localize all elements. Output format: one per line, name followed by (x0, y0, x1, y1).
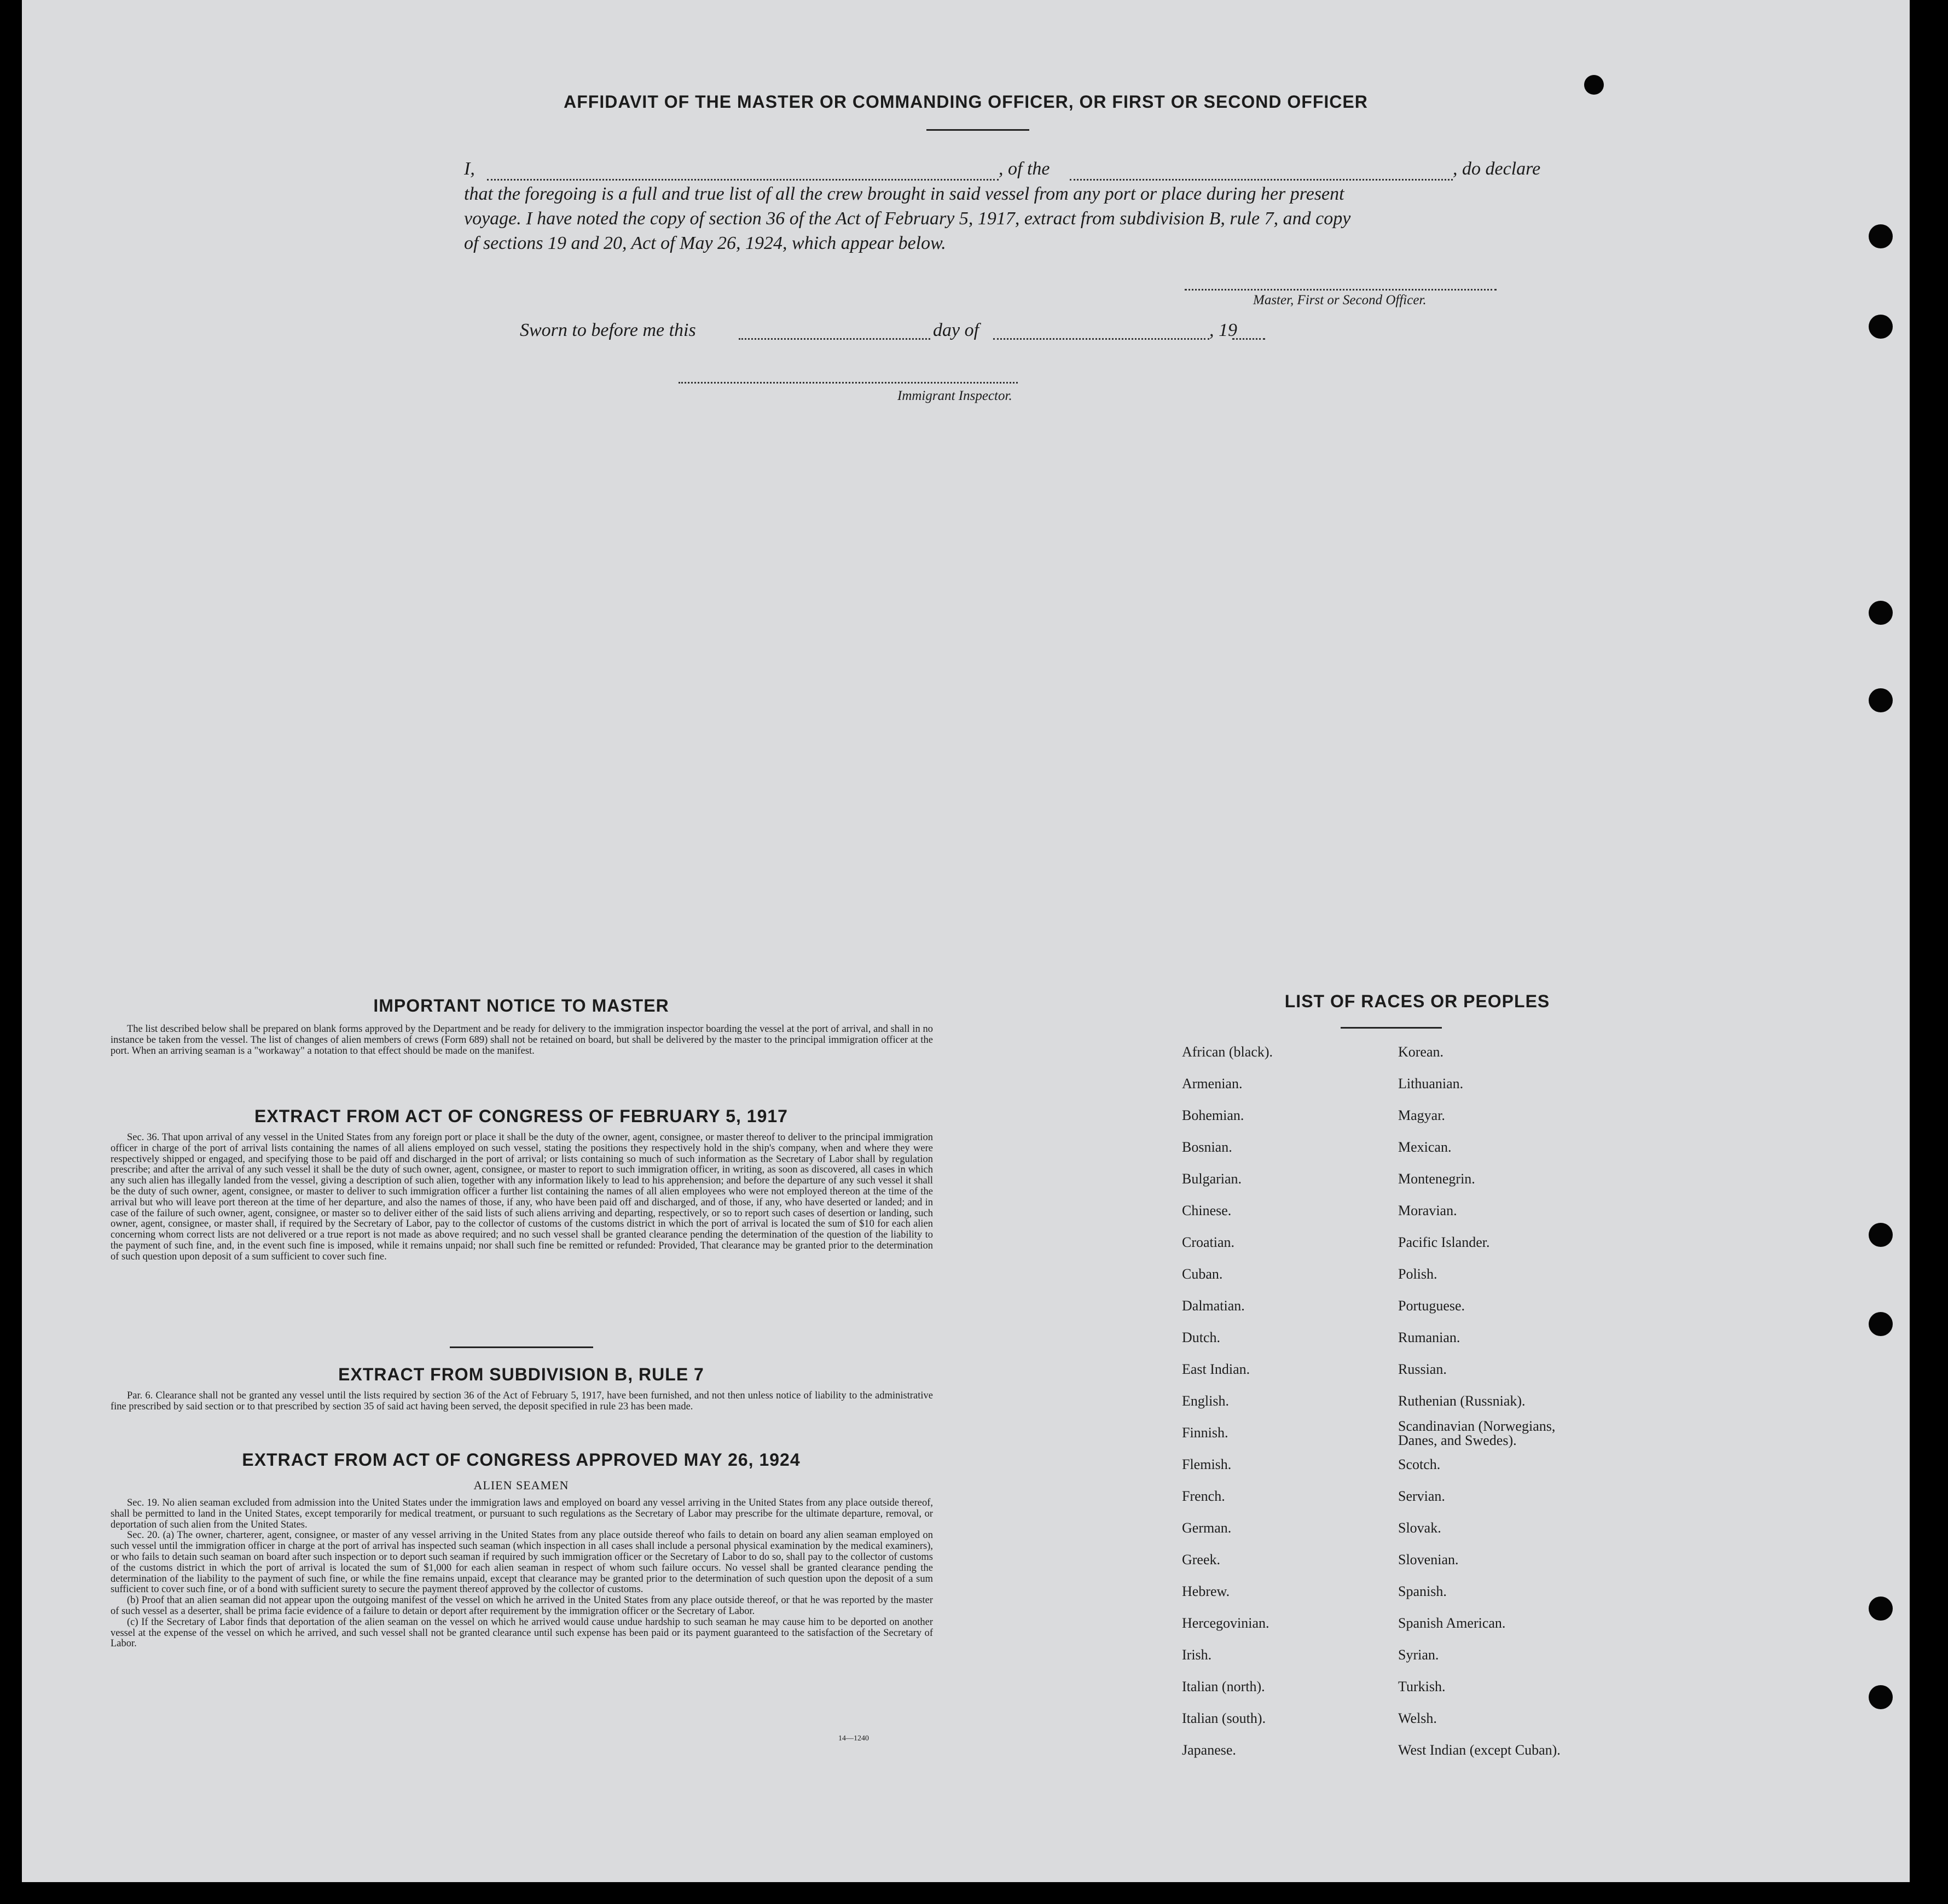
section-20a-paragraph: Sec. 20. (a) The owner, charterer, agent, consignee, or master of any vessel arriving in the United States from any place outside thereof who fails to detain on board any alien seaman employed on such vessel until the immigration officer in charge at the port of arrival has inspected such seaman (which inspection in all cases shall include a personal physical examination by the medical examiners), or who fails to detain such seaman on board after such inspection or to deport such seaman if required by such immigration officer or the Secretary of Labor to do so, shall pay to the collector of customs of the customs district in which the port of arrival is located the sum of $1,000 for each alien seaman in respect of whom such failure occurs. No vessel shall be granted clearance pending the determination of the liability to the payment of such fine, or while the fine remains unpaid, except that clearance may be granted prior to the determination of such question upon the deposit of a sum sufficient to cover such fine, or of a bond with sufficient surety to secure the payment thereof approved by the collector of customs. (111, 1530, 933, 1595)
extract-1917-text (111, 1133, 933, 1263)
race-item: Japanese. (1182, 1742, 1236, 1758)
alien-seamen-subtitle: ALIEN SEAMEN (473, 1478, 569, 1492)
race-item: Turkish. (1398, 1679, 1446, 1694)
binder-hole (1869, 1685, 1893, 1709)
master-signature-label: Master, First or Second Officer. (1253, 293, 1427, 307)
race-item: Italian (south). (1182, 1710, 1266, 1726)
race-item: Syrian. (1398, 1647, 1439, 1663)
race-item: East Indian. (1182, 1361, 1250, 1377)
binder-hole (1869, 315, 1893, 339)
section-divider (450, 1346, 593, 1348)
race-item: Dutch. (1182, 1330, 1221, 1345)
section-19-paragraph: Sec. 19. No alien seaman excluded from admission into the United States under the immigration laws and employed on board any vessel arriving in the United States from any place outside thereof, shall be permitted to land in the United States, except temporarily for medical treatment, or pursuant to such regulations as the Secretary of Labor may prescribe for the ultimate departure, removal, or deportation of such alien from the United States. (111, 1497, 933, 1530)
extract-1924-text (111, 1498, 933, 1650)
master-signature-field[interactable] (1185, 289, 1497, 291)
race-item: Hebrew. (1182, 1583, 1230, 1599)
race-item: Chinese. (1182, 1203, 1232, 1218)
sworn-year-field[interactable] (1232, 338, 1265, 340)
sworn-day-field[interactable] (739, 338, 930, 340)
race-item: Magyar. (1398, 1107, 1445, 1123)
race-item: Bulgarian. (1182, 1171, 1242, 1187)
day-of-label: day of (933, 320, 979, 340)
race-item: Cuban. (1182, 1266, 1223, 1282)
race-item: Spanish. (1398, 1583, 1447, 1599)
races-title: LIST OF RACES OR PEOPLES (1284, 991, 1550, 1011)
race-item: Bosnian. (1182, 1139, 1232, 1155)
vessel-name-field[interactable] (1070, 179, 1453, 181)
form-number: 14—1240 (838, 1734, 869, 1743)
binder-hole (1869, 224, 1893, 248)
race-item: Servian. (1398, 1488, 1445, 1504)
race-item: German. (1182, 1520, 1232, 1536)
race-item: Pacific Islander. (1398, 1234, 1490, 1250)
race-item: Moravian. (1398, 1203, 1457, 1218)
race-item: Russian. (1398, 1361, 1447, 1377)
race-item: Flemish. (1182, 1456, 1232, 1472)
binder-hole (1869, 1312, 1893, 1336)
race-item: English. (1182, 1393, 1229, 1409)
race-item: Lithuanian. (1398, 1076, 1464, 1092)
binder-hole (1869, 1597, 1893, 1621)
affidavit-statement-line: voyage. I have noted the copy of section 36 of the Act of February 5, 1917, extract from subdivision B, rule 7, and copy (464, 208, 1351, 229)
race-item: Armenian. (1182, 1076, 1243, 1092)
title-divider (926, 129, 1029, 131)
sworn-label: Sworn to before me this (520, 320, 696, 340)
section-20b-paragraph: (b) Proof that an alien seaman did not appear upon the outgoing manifest of the vessel on which he arrived in the United States from any place outside thereof, or that he was reported by the master of such vessel as a deserter, shall be prima facie evidence of a failure to detain or deport after requirement by the immigration officer or the Secretary of Labor. (111, 1595, 933, 1617)
sworn-month-field[interactable] (993, 338, 1209, 340)
declarant-name-field[interactable] (487, 179, 999, 181)
races-divider (1341, 1027, 1442, 1029)
race-item: Finnish. (1182, 1425, 1228, 1441)
race-item: Rumanian. (1398, 1330, 1460, 1345)
extract-rule7-text (111, 1391, 933, 1413)
year-label: , 19 (1209, 320, 1237, 340)
race-item: Italian (north). (1182, 1679, 1265, 1694)
rule7-paragraph: Par. 6. Clearance shall not be granted any vessel until the lists required by section 36 of the Act of February 5, 1917, have been furnished, and not then unless notice of liability to the administrative fine prescribed by said section or to that prescribed by section 35 of said act having been served, the deposit specified in rule 23 has been made. (111, 1390, 933, 1412)
race-item: Spanish American. (1398, 1615, 1506, 1631)
race-item: Dalmatian. (1182, 1298, 1245, 1314)
extract-1917-title: EXTRACT FROM ACT OF CONGRESS OF FEBRUARY 5, 1917 (254, 1106, 788, 1126)
race-item: Irish. (1182, 1647, 1212, 1663)
declare-label: , do declare (1453, 159, 1541, 179)
section-20c-paragraph: (c) If the Secretary of Labor finds that deportation of the alien seaman on the vessel on which he arrived would cause undue hardship to such seaman he may cause him to be deported on another vessel at the expense of the vessel on which he arrived, and such vessel shall not be granted clearance until such expense has been paid or its payment guaranteed to the satisfaction of the Secretary of Labor. (111, 1616, 933, 1650)
affidavit-title: AFFIDAVIT OF THE MASTER OR COMMANDING OFFICER, OR FIRST OR SECOND OFFICER (564, 92, 1368, 112)
extract-1924-title: EXTRACT FROM ACT OF CONGRESS APPROVED MAY 26, 1924 (242, 1450, 801, 1470)
race-item: Scandinavian (Norwegians, Danes, and Swedes). (1398, 1418, 1556, 1448)
extract-rule7-title: EXTRACT FROM SUBDIVISION B, RULE 7 (338, 1365, 704, 1384)
affidavit-statement-line: of sections 19 and 20, Act of May 26, 1924, which appear below. (464, 233, 946, 253)
form-page (22, 0, 1910, 1882)
race-item: Slovenian. (1398, 1552, 1459, 1568)
race-item: Polish. (1398, 1266, 1437, 1282)
race-item: Croatian. (1182, 1234, 1235, 1250)
race-item: Scotch. (1398, 1456, 1441, 1472)
notice-text (111, 1024, 933, 1057)
race-item: Korean. (1398, 1044, 1444, 1060)
race-item: French. (1182, 1488, 1225, 1504)
binder-hole (1869, 688, 1893, 712)
inspector-signature-field[interactable] (679, 382, 1018, 384)
race-item: Montenegrin. (1398, 1171, 1475, 1187)
race-item: Ruthenian (Russniak). (1398, 1393, 1526, 1409)
notice-paragraph: The list described below shall be prepared on blank forms approved by the Department and be ready for delivery to the immigration inspector boarding the vessel at the port of arrival, and shall in no instance be taken from the vessel. The list of changes of alien members of crews (Form 689) shall not be retained on board, but shall be delivered by the master to the principal immigration officer at the port. When an arriving seaman is a "workaway" a notation to that effect should be made on the manifest. (111, 1024, 933, 1057)
race-item: African (black). (1182, 1044, 1273, 1060)
inspector-signature-label: Immigrant Inspector. (897, 388, 1012, 403)
race-item: West Indian (except Cuban). (1398, 1742, 1561, 1758)
vessel-of-label: , of the (999, 159, 1050, 179)
race-item: Greek. (1182, 1552, 1221, 1568)
notice-title: IMPORTANT NOTICE TO MASTER (373, 996, 669, 1015)
binder-hole (1869, 601, 1893, 625)
race-item: Bohemian. (1182, 1107, 1244, 1123)
race-item: Slovak. (1398, 1520, 1441, 1536)
race-item: Welsh. (1398, 1710, 1437, 1726)
section-36-paragraph: Sec. 36. That upon arrival of any vessel in the United States from any foreign port or place it shall be the duty of the owner, agent, consignee, or master thereof to deliver to the principal immigration officer in charge of the port of arrival lists containing the names of all aliens employed on such vessel, stating the positions they respectively hold in the ship's company, when and where they were respectively shipped or engaged, and specifying those to be paid off and discharged in the port of arrival; or lists containing so much of such information as the Secretary of Labor shall by regulation prescribe; and after the arrival of any such vessel it shall be the duty of such owner, agent, consignee, or master to report to such immigration officer, in writing, as soon as discovered, all cases in which any such alien has illegally landed from the vessel, giving a description of such alien, together with any information likely to lead to his apprehension; and before the departure of any such vessel it shall be the duty of such owner, agent, consignee, or master to deliver to such immigration officer a further list containing the names of all alien employees who were not employed thereon at the time of the arrival but who will leave port thereon at the time of her departure, and also the names of those, if any, who have been paid off and discharged, and of those, if any, who have deserted or landed; and in case of the failure of such owner, agent, consignee, or master so to deliver either of the said lists of such aliens arriving and departing, respectively, or so to report such cases of desertion or landing, such owner, agent, consignee, or master shall, if required by the Secretary of Labor, pay to the collector of customs of the customs district in which the port of arrival is located the sum of $10 for each alien concerning whom correct lists are not delivered or a true report is not made as above required; and no such vessel shall be granted clearance pending the determination of the question of the liability to the payment of such fine, and, in the event such fine is imposed, while it remains unpaid; nor shall such fine be remitted or refunded: Provided, That clearance may be granted prior to the determination of such question upon deposit of a sum sufficient to cover such fine. (111, 1132, 933, 1262)
race-item: Hercegovinian. (1182, 1615, 1269, 1631)
declarant-label: I, (464, 159, 475, 179)
affidavit-statement-line: that the foregoing is a full and true list of all the crew brought in said vessel from any port or place during her present (464, 184, 1344, 204)
race-item: Mexican. (1398, 1139, 1452, 1155)
race-item: Portuguese. (1398, 1298, 1465, 1314)
binder-hole (1869, 1223, 1893, 1247)
